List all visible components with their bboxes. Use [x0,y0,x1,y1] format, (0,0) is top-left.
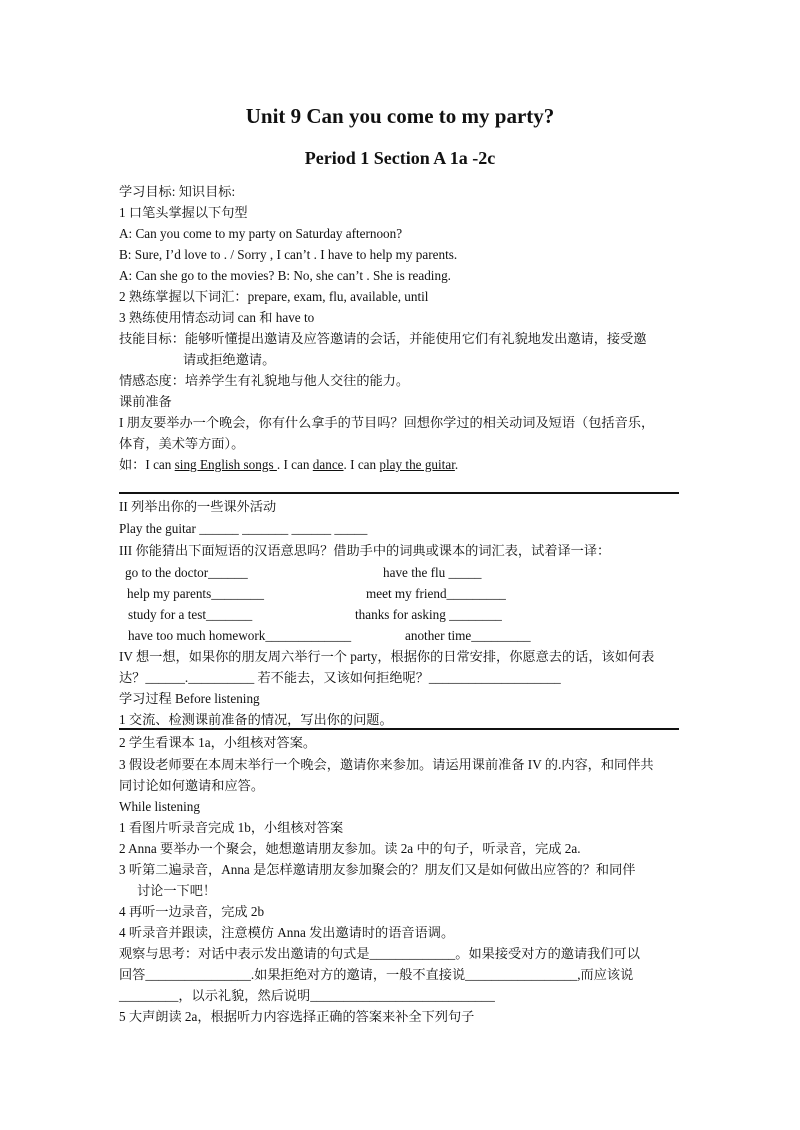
prep-question-cont: 体育，美术等方面）。 [119,436,245,451]
process-heading: 学习过程 Before listening [119,691,260,706]
phrase-item: study for a test_______ [128,607,253,622]
page-subtitle: Period 1 Section A 1a -2c [304,148,496,168]
fill-blank-line: 达？______.__________ 若不能去，又该如何拒绝呢？____________________ [119,670,561,685]
example-text: . I can [276,457,313,472]
phrase-item: thanks for asking ________ [355,607,502,622]
process-step: 3 听第二遍录音，Anna 是怎样邀请朋友参加聚会的？朋友们又是如何做出应答的？和同伴 [119,862,636,877]
divider [119,728,679,730]
process-step-cont: 讨论一下吧！ [137,883,217,898]
example-underlined: play the guitar [379,457,455,472]
while-listening-heading: While listening [119,799,200,814]
process-step: 2 Anna 要举办一个聚会，她想邀请朋友参加。读 2a 中的句子，听录音，完成 2a. [119,841,581,856]
divider [119,492,679,494]
page-title: Unit 9 Can you come to my party? [245,104,555,128]
process-step: 1 看图片听录音完成 1b，小组核对答案 [119,820,344,835]
observe-question: 观察与思考：对话中表示发出邀请的句式是_____________。如果接受对方的邀请我们可以 [119,946,640,961]
process-step: 2 学生看课本 1a，小组核对答案。 [119,735,317,750]
emotion-goal: 情感态度：培养学生有礼貌地与他人交往的能力。 [119,373,410,388]
goal-sentence: B: Sure, I’d love to . / Sorry , I can’t . I have to help my parents. [119,247,458,262]
prep-example [119,456,458,474]
section-heading: II 列举出你的一些课外活动 [119,499,277,514]
phrase-item: go to the doctor______ [125,565,248,580]
process-step: 1 交流、检测课前准备的情况，写出你的问题。 [119,712,393,727]
skill-goal: 技能目标：能够听懂提出邀请及应答邀请的会话，并能使用它们有礼貌地发出邀请，接受邀 [119,331,647,346]
process-step: 3 假设老师要在本周末举行一个晚会，邀请你来参加。请运用课前准备 IV 的.内容，和同伴共 [119,757,654,772]
goal-sentence: A: Can you come to my party on Saturday afternoon? [119,226,403,241]
phrase-item: meet my friend_________ [366,586,506,601]
goal-item: 1 口笔头掌握以下句型 [119,205,248,220]
phrase-item: another time_________ [405,628,531,643]
example-text: . I can [343,457,380,472]
goal-sentence: A: Can she go to the movies? B: No, she can’t . She is reading. [119,268,451,283]
skill-goal-cont: 请或拒绝邀请。 [183,352,276,367]
observe-question: _________，以示礼貌，然后说明____________________________ [119,988,495,1003]
process-step: 5 大声朗读 2a，根据听力内容选择正确的答案来补全下列句子 [119,1009,475,1024]
goal-item: 2 熟练掌握以下词汇：prepare, exam, flu, available, until [119,289,429,304]
example-underlined: sing English songs [174,457,277,472]
prep-heading: 课前准备 [119,394,172,409]
process-step-cont: 同讨论如何邀请和应答。 [119,778,265,793]
observe-question: 回答________________.如果拒绝对方的邀请，一般不直接说_________________,而应该说 [119,967,634,982]
example-text: . [454,457,459,472]
goals-heading: 学习目标: 知识目标: [119,184,236,199]
fill-blank-line: Play the guitar ______ _______ ______ _____ [119,521,368,536]
process-step: 4 听录音并跟读，注意模仿 Anna 发出邀请时的语音语调。 [119,925,455,940]
prep-question: I 朋友要举办一个晚会，你有什么拿手的节目吗？回想你学过的相关动词及短语（包括音乐， [119,415,655,430]
section-heading: IV 想一想，如果你的朋友周六举行一个 party，根据你的日常安排，你愿意去的话，该如何表 [119,649,655,664]
phrase-item: have too much homework_____________ [128,628,352,643]
goal-item: 3 熟练使用情态动词 can 和 have to [119,310,315,325]
example-underlined: dance [312,457,344,472]
section-heading: III 你能猜出下面短语的汉语意思吗？借助手中的词典或课本的词汇表，试着译一译： [119,543,611,558]
phrase-item: have the flu _____ [383,565,482,580]
example-text: 如：I can [119,457,175,472]
phrase-item: help my parents________ [127,586,264,601]
process-step: 4 再听一边录音，完成 2b [119,904,265,919]
